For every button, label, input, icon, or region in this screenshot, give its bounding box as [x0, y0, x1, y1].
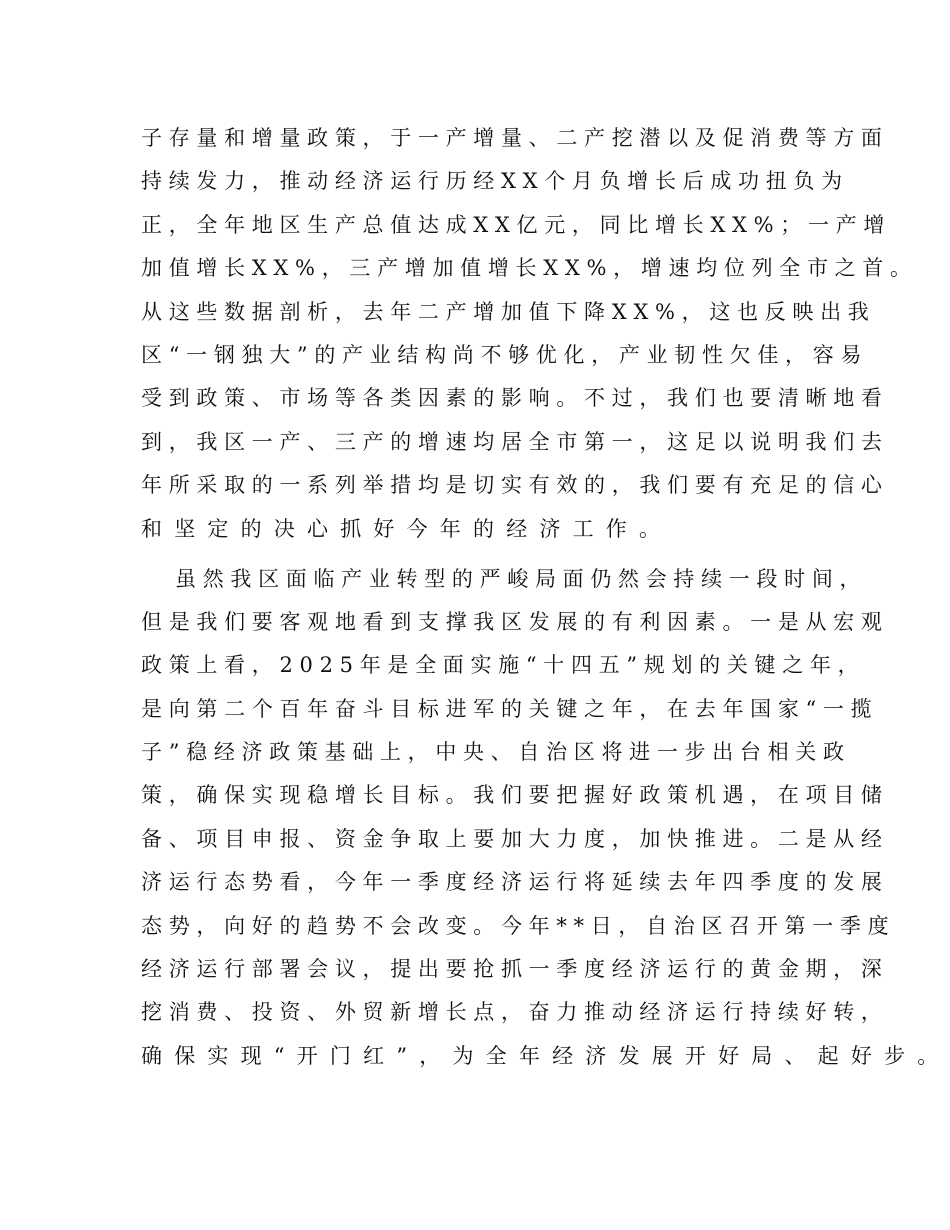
text-line: 正 ， 全 年 地 区 生 产 总 值 达 成 X X 亿 元 ， 同 比 增 长 X X % ； 一 产 增 — [141, 212, 885, 237]
text-line: 和坚定的决心抓好今年的经济工作。 — [141, 516, 673, 541]
text-line: 挖 消 费 、 投 资 、 外 贸 新 增 长 点 ， 奋 力 推 动 经 济 运 行 持 续 好 转 ， — [141, 1000, 882, 1025]
paragraph-1 — [141, 117, 911, 551]
text-line: 年 所 采 取 的 一 系 列 举 措 均 是 切 实 有 效 的 ， 我 们 要 有 充 足 的 信 心 — [141, 473, 882, 498]
paragraph-2 — [141, 558, 950, 1079]
text-line: 到 ， 我 区 一 产 、 三 产 的 增 速 均 居 全 市 第 一 ， 这 足 以 说 明 我 们 去 — [141, 429, 882, 454]
text-line: 是 向 第 二 个 百 年 奋 斗 目 标 进 军 的 关 键 之 年 ， 在 去 年 国 家 “ 一 揽 — [141, 696, 872, 721]
text-line: 从 这 些 数 据 剖 析 ， 去 年 二 产 增 加 值 下 降 X X % ， 这 也 反 映 出 我 — [141, 299, 869, 324]
text-line: 加 值 增 长 X X % ， 三 产 增 加 值 增 长 X X % ， 增 速 均 位 列 全 市 之 首 。 — [141, 256, 911, 281]
text-line: 经 济 运 行 部 署 会 议 ， 提 出 要 抢 抓 一 季 度 经 济 运 行 的 黄 金 期 ， 深 — [141, 957, 882, 982]
text-line: 区 “ 一 钢 独 大 ” 的 产 业 结 构 尚 不 够 优 化 ， 产 业 韧 性 欠 佳 ， 容 易 — [141, 342, 862, 367]
text-line: 策 ， 确 保 实 现 稳 增 长 目 标 。 我 们 要 把 握 好 政 策 机 遇 ， 在 项 目 储 — [141, 783, 882, 808]
text-line: 子 ” 稳 经 济 政 策 基 础 上 ， 中 央 、 自 治 区 将 进 一 步 出 台 相 关 政 — [141, 740, 844, 765]
text-line: 受 到 政 策 、 市 场 等 各 类 因 素 的 影 响 。 不 过 ， 我 们 也 要 清 晰 地 看 — [141, 386, 882, 411]
text-line: 备 、 项 目 申 报 、 资 金 争 取 上 要 加 大 力 度 ， 加 快 推 进 。 二 是 从 经 — [141, 826, 882, 851]
text-line: 政 策 上 看 ， 2 0 2 5 年 是 全 面 实 施 “ 十 四 五 ” 规 划 的 关 键 之 年 ， — [141, 653, 859, 678]
text-line: 确保实现“开门红”，为全年经济发展开好局、起好步。 — [141, 1043, 950, 1068]
document-body — [141, 117, 950, 1078]
text-line: 态 势 ， 向 好 的 趋 势 不 会 改 变 。 今 年 * * 日 ， 自 治 区 召 开 第 一 季 度 — [141, 913, 889, 938]
text-line: 子 存 量 和 增 量 政 策 ， 于 一 产 增 量 、 二 产 挖 潜 以 及 促 消 费 等 方 面 — [141, 126, 882, 150]
text-line: 但 是 我 们 要 客 观 地 看 到 支 撑 我 区 发 展 的 有 利 因 素 。 一 是 从 宏 观 — [141, 609, 882, 634]
text-line: 虽 然 我 区 面 临 产 业 转 型 的 严 峻 局 面 仍 然 会 持 续 一 段 时 间 ， — [175, 566, 861, 591]
text-line: 持 续 发 力 ， 推 动 经 济 运 行 历 经 X X 个 月 负 增 长 后 成 功 扭 负 为 — [141, 169, 843, 194]
text-line: 济 运 行 态 势 看 ， 今 年 一 季 度 经 济 运 行 将 延 续 去 年 四 季 度 的 发 展 — [141, 870, 882, 895]
